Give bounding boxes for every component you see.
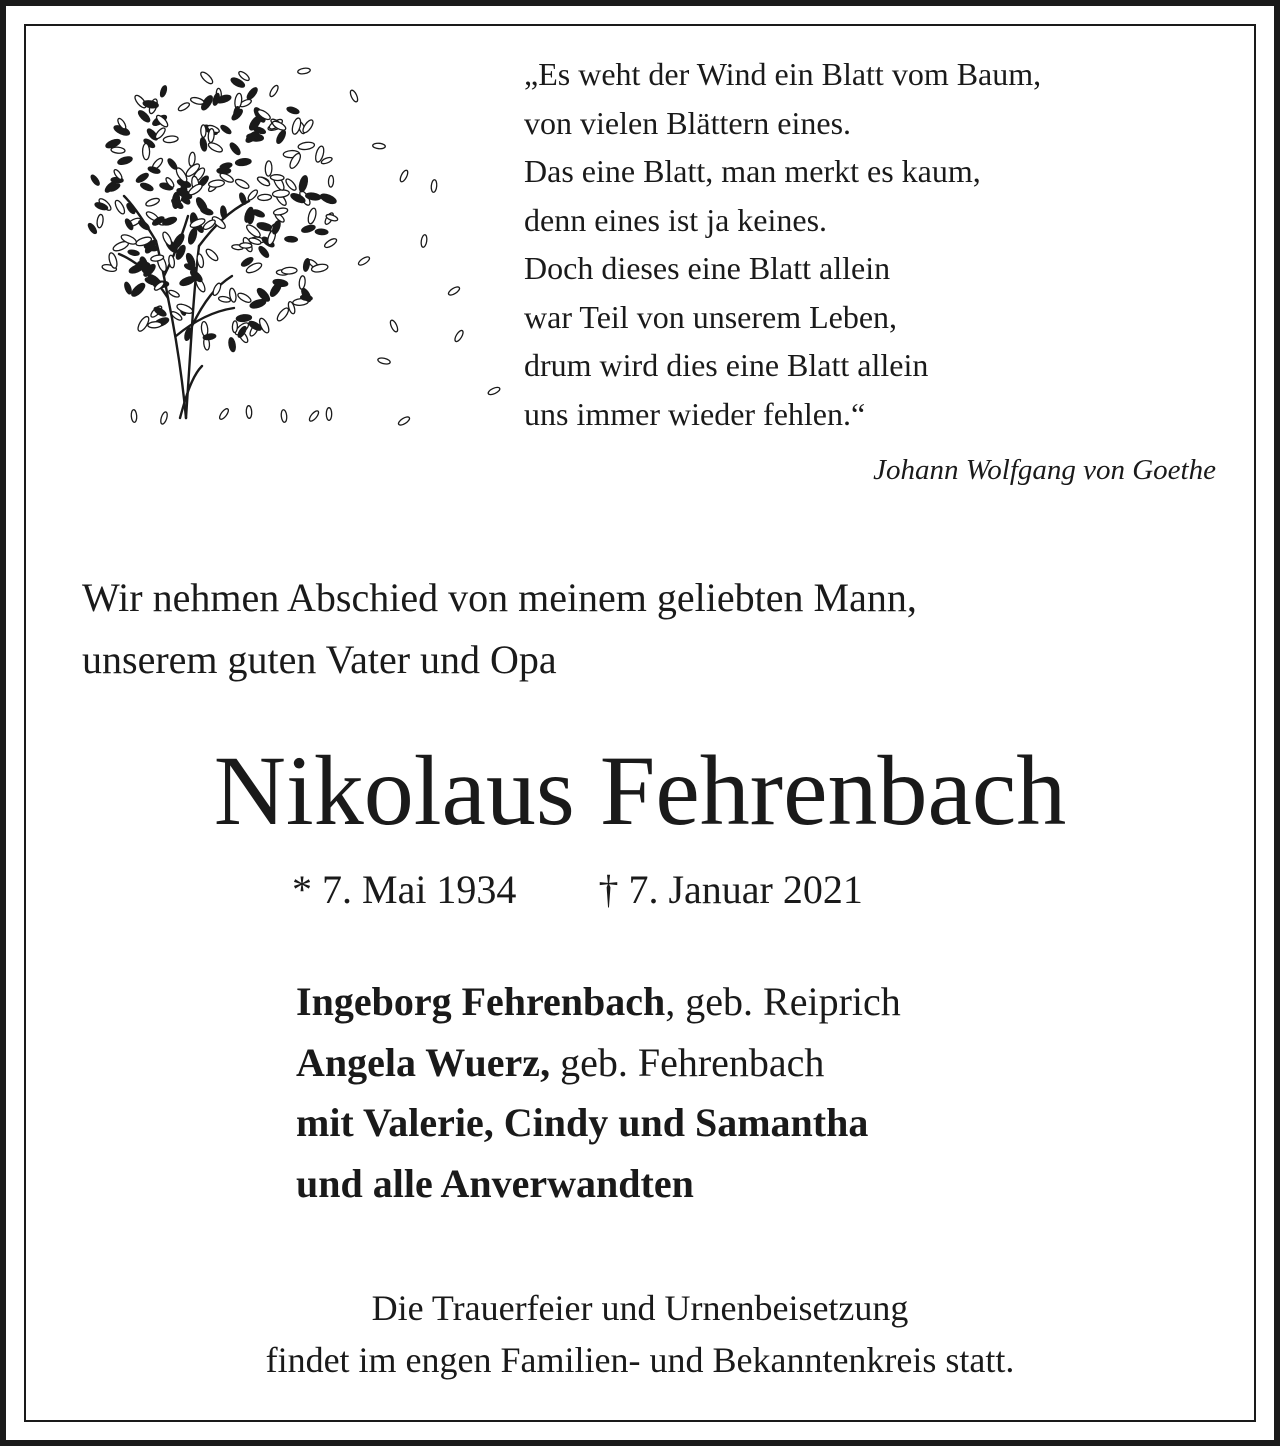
intro-line: unserem guten Vater und Opa xyxy=(82,637,557,682)
poem-line: Doch dieses eine Blatt allein xyxy=(524,250,891,286)
farewell-intro xyxy=(82,567,917,691)
mourner-name: Ingeborg Fehrenbach xyxy=(296,979,666,1024)
goethe-poem xyxy=(524,50,1041,438)
poem-line: „Es weht der Wind ein Blatt vom Baum, xyxy=(524,56,1042,92)
poem-line: drum wird dies eine Blatt allein xyxy=(524,347,929,383)
mourner-entry xyxy=(296,1154,901,1215)
mourner-name: mit Valerie, Cindy und Samantha xyxy=(296,1100,869,1145)
mourner-note: geb. Fehrenbach xyxy=(550,1039,825,1085)
deceased-name: Nikolaus Fehrenbach xyxy=(213,735,1067,846)
tree-with-blowing-leaves-icon xyxy=(64,36,504,436)
poem-line: denn eines ist ja keines. xyxy=(524,201,828,238)
funeral-notice xyxy=(6,1282,1274,1386)
mourner-note: , geb. Reiprich xyxy=(665,979,901,1024)
poem-line: uns immer wieder fehlen.“ xyxy=(524,395,866,432)
intro-line: Wir nehmen Abschied von meinem geliebten Mann, xyxy=(82,575,917,620)
mourner-entry xyxy=(296,972,901,1033)
footer-line: Die Trauerfeier und Urnenbeisetzung xyxy=(371,1288,909,1328)
mourners-list xyxy=(296,972,901,1214)
poem-line: von vielen Blättern eines. xyxy=(524,104,852,141)
poem-line: war Teil von unserem Leben, xyxy=(524,298,898,335)
footer-line: findet im engen Familien- und Bekanntenkreis statt. xyxy=(265,1340,1015,1380)
death-date: † 7. Januar 2021 xyxy=(598,867,863,912)
poem-line: Das eine Blatt, man merkt es kaum, xyxy=(524,153,981,189)
poem-author: Johann Wolfgang von Goethe xyxy=(873,454,1216,486)
birth-date: * 7. Mai 1934 xyxy=(292,867,517,912)
mourner-name: Angela Wuerz, xyxy=(296,1039,551,1085)
mourner-entry xyxy=(296,1093,901,1154)
mourner-entry xyxy=(296,1033,901,1094)
mourner-name: und alle Anverwandten xyxy=(296,1160,694,1206)
life-dates xyxy=(292,866,863,913)
